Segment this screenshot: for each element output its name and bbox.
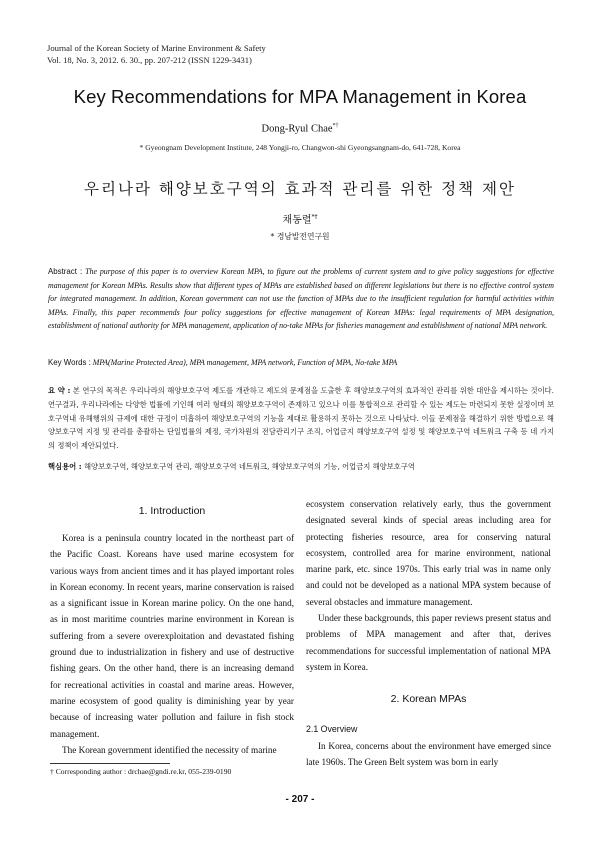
keywords-ko bbox=[48, 462, 554, 472]
abstract-ko bbox=[48, 384, 554, 453]
paper-title-en: Key Recommendations for MPA Management in Korea bbox=[73, 86, 527, 107]
abstract-text: The purpose of this paper is to overview Korean MPA, to figure out the problems of current system and to give policy suggestions for effective management for Korean MPAs. Results show that different types of MPAs are established based on different legislations but there is no effective control system for integrated management. In addition, Korean government can not use the function of MPAs due to the insufficient regulation for harmful activities within MPAs. Finally, this paper recommends four policy suggestions for effective management of Korean MPAs: legal requirements of MPA designation, establishment of national authority for MPA management, application of no-take MPAs for fisheries management and establishment of national MPA network. bbox=[48, 267, 555, 331]
affiliation-en: * Gyeongnam Development Institute, 248 Yongji-ro, Changwon-shi Gyeongsangnam-do, 641-728, Korea bbox=[139, 143, 461, 152]
author-ko-name: 채동렬 bbox=[282, 215, 312, 226]
page-number: - 207 - bbox=[285, 794, 315, 805]
right-column bbox=[306, 496, 551, 675]
abstract-en bbox=[48, 265, 554, 333]
abstract-label: Abstract : bbox=[48, 267, 83, 276]
intro-paragraph-3: Under these backgrounds, this paper reviews present status and problems of MPA management and after that, derives recommendations for successful implementation of national MPA system in Korea. bbox=[306, 613, 551, 672]
author-en bbox=[0, 123, 600, 135]
author-en-name: Dong-Ryul Chae bbox=[261, 123, 333, 135]
footnote-divider bbox=[50, 763, 170, 764]
journal-volume: Vol. 18, No. 3, 2012. 6. 30., pp. 207-212 (ISSN 1229-3431) bbox=[47, 55, 252, 65]
journal-header bbox=[47, 42, 266, 66]
affiliation-ko: * 경남발전연구원 bbox=[270, 232, 330, 241]
author-ko-mark: *† bbox=[311, 213, 318, 221]
author-en-mark: *† bbox=[332, 123, 339, 129]
intro-paragraph-1: Korea is a peninsula country located in the northeast part of the Pacific Coast. Koreans have used marine ecosystem for various ways from ancient times and it has played important roles in Korean economy. In recent years, marine conservation is raised as a significant issue in Korean marine policy. On the one hand, as in most maritime countries marine environment in Korean is suffering from a severe overexploitation and devastated fishing ground due to industrialization in fishery and use of destructive fishing gears. On the other hand, there is an increasing demand for recreational activities in coastal and marine areas. However, marine ecosystem of good quality is diminishing year by year because of increasing water pollution and failure in fish stock management. bbox=[50, 533, 294, 739]
keywords-label: Key Words : bbox=[48, 358, 91, 367]
section-heading-korean-mpas: 2. Korean MPAs bbox=[390, 693, 467, 705]
paper-title-ko: 우리나라 해양보호구역의 효과적 관리를 위한 정책 제안 bbox=[84, 180, 516, 198]
abstract-ko-label: 요 약 : bbox=[48, 386, 71, 395]
keywords-text: MPA(Marine Protected Area), MPA management, MPA network, Function of MPA, No-take MPA bbox=[90, 358, 398, 367]
abstract-ko-text: 본 연구의 목적은 우리나라의 해양보호구역 제도를 개관하고 제도의 문제점을 도출한 후 해양보호구역의 효과적인 관리를 위한 대안을 제시하는 것이다. 연구결과, 우리나라에는 다양한 법률에 기인해 여러 형태의 해양보호구역이 존재하고 있으나 이를 통합적으로 관리할 수 있는 제도는 마련되지 못한 실정이며 보호구역내 유해행위의 규제에 대한 규정이 미흡하여 해양보호구역의 기능을 제대로 활용하지 못하는 것으로 나타났다. 이들 문제점을 해결하기 위한 방법으로 해양보호구역 지정 및 관리를 총괄하는 단일법률의 제정, 국가차원의 전담관리기구 조직, 어업금지 해양보호구역 설정 및 해양보호구역 네트워크 구축 등 네 가지의 정책이 제안되었다. bbox=[48, 386, 554, 451]
intro-paragraph-2-cont: ecosystem conservation relatively early, thus the government designated several kinds of special areas including area for protecting fisheries resource, area for conserving natural ecosystem, controlled area for marine environment, national marine park, etc. since 1970s. This early trial was in name only and could not be developed as a national MPA system because of several obstacles and immature management. bbox=[306, 499, 551, 607]
keywords-en bbox=[48, 358, 554, 367]
section-heading-introduction: 1. Introduction bbox=[138, 505, 206, 517]
subsection-heading-overview: 2.1 Overview bbox=[306, 724, 358, 734]
journal-name: Journal of the Korean Society of Marine Environment & Safety bbox=[47, 43, 266, 53]
corresponding-author-footnote: † Corresponding author : drchae@gndi.re.kr, 055-239-0190 bbox=[50, 767, 232, 776]
overview-paragraph-1: In Korea, concerns about the environment have emerged since late 1960s. The Green Belt system was born in early bbox=[306, 741, 551, 768]
overview-column bbox=[306, 738, 551, 771]
keywords-ko-label: 핵심용어 : bbox=[48, 462, 82, 471]
author-ko bbox=[0, 211, 600, 226]
intro-paragraph-2-start: The Korean government identified the necessity of marine bbox=[62, 744, 277, 755]
left-column bbox=[50, 530, 294, 758]
keywords-ko-text: 해양보호구역, 해양보호구역 관리, 해양보호구역 네트워크, 해양보호구역의 기능, 어업금지 해양보호구역 bbox=[81, 462, 415, 471]
